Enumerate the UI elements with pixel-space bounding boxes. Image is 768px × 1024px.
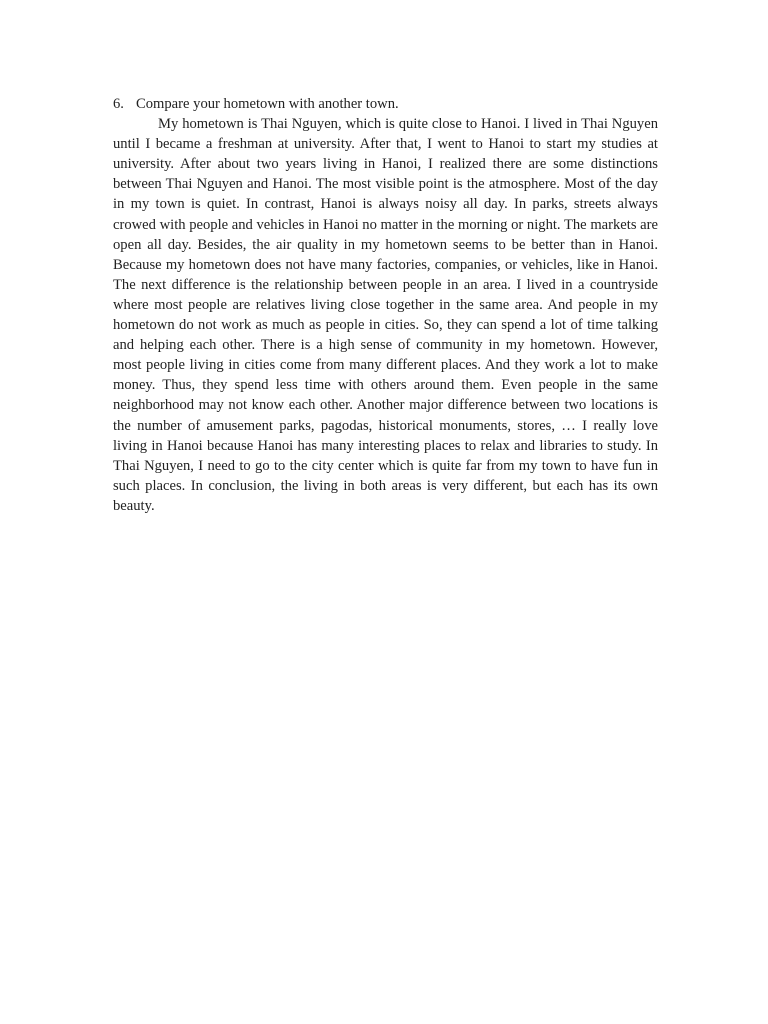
essay-question — [113, 94, 681, 516]
question-header — [113, 94, 681, 114]
answer-paragraph: My hometown is Thai Nguyen, which is quite close to Hanoi. I lived in Thai Nguyen until I became a freshman at university. After that, I went to Hanoi to start my studies at university. After about two years living in Hanoi, I realized there are some distinctions between Thai Nguyen and Hanoi. The most visible point is the atmosphere. Most of the day in my town is quiet. In contrast, Hanoi is always noisy all day. In parks, streets always crowed with people and vehicles in Hanoi no matter in the morning or night. The markets are open all day. Besides, the air quality in my hometown seems to be better than in Hanoi. Because my hometown does not have many factories, companies, or vehicles, like in Hanoi. The next difference is the relationship between people in an area. I lived in a countryside where most people are relatives living close together in the same area. And people in my hometown do not work as much as people in cities. So, they can spend a lot of time talking and helping each other. There is a high sense of community in my hometown. However, most people living in cities come from many different places. And they work a lot to make money. Thus, they spend less time with others around them. Even people in the same neighborhood may not know each other. Another major difference between two locations is the number of amusement parks, pagodas, historical monuments, stores, … I really love living in Hanoi because Hanoi has many interesting places to relax and libraries to study. In Thai Nguyen, I need to go to the city center which is quite far from my town to have fun in such places. In conclusion, the living in both areas is very different, but each has its own beauty. — [113, 116, 658, 514]
question-prompt: Compare your hometown with another town. — [136, 96, 399, 112]
question-number: 6. — [113, 96, 124, 112]
